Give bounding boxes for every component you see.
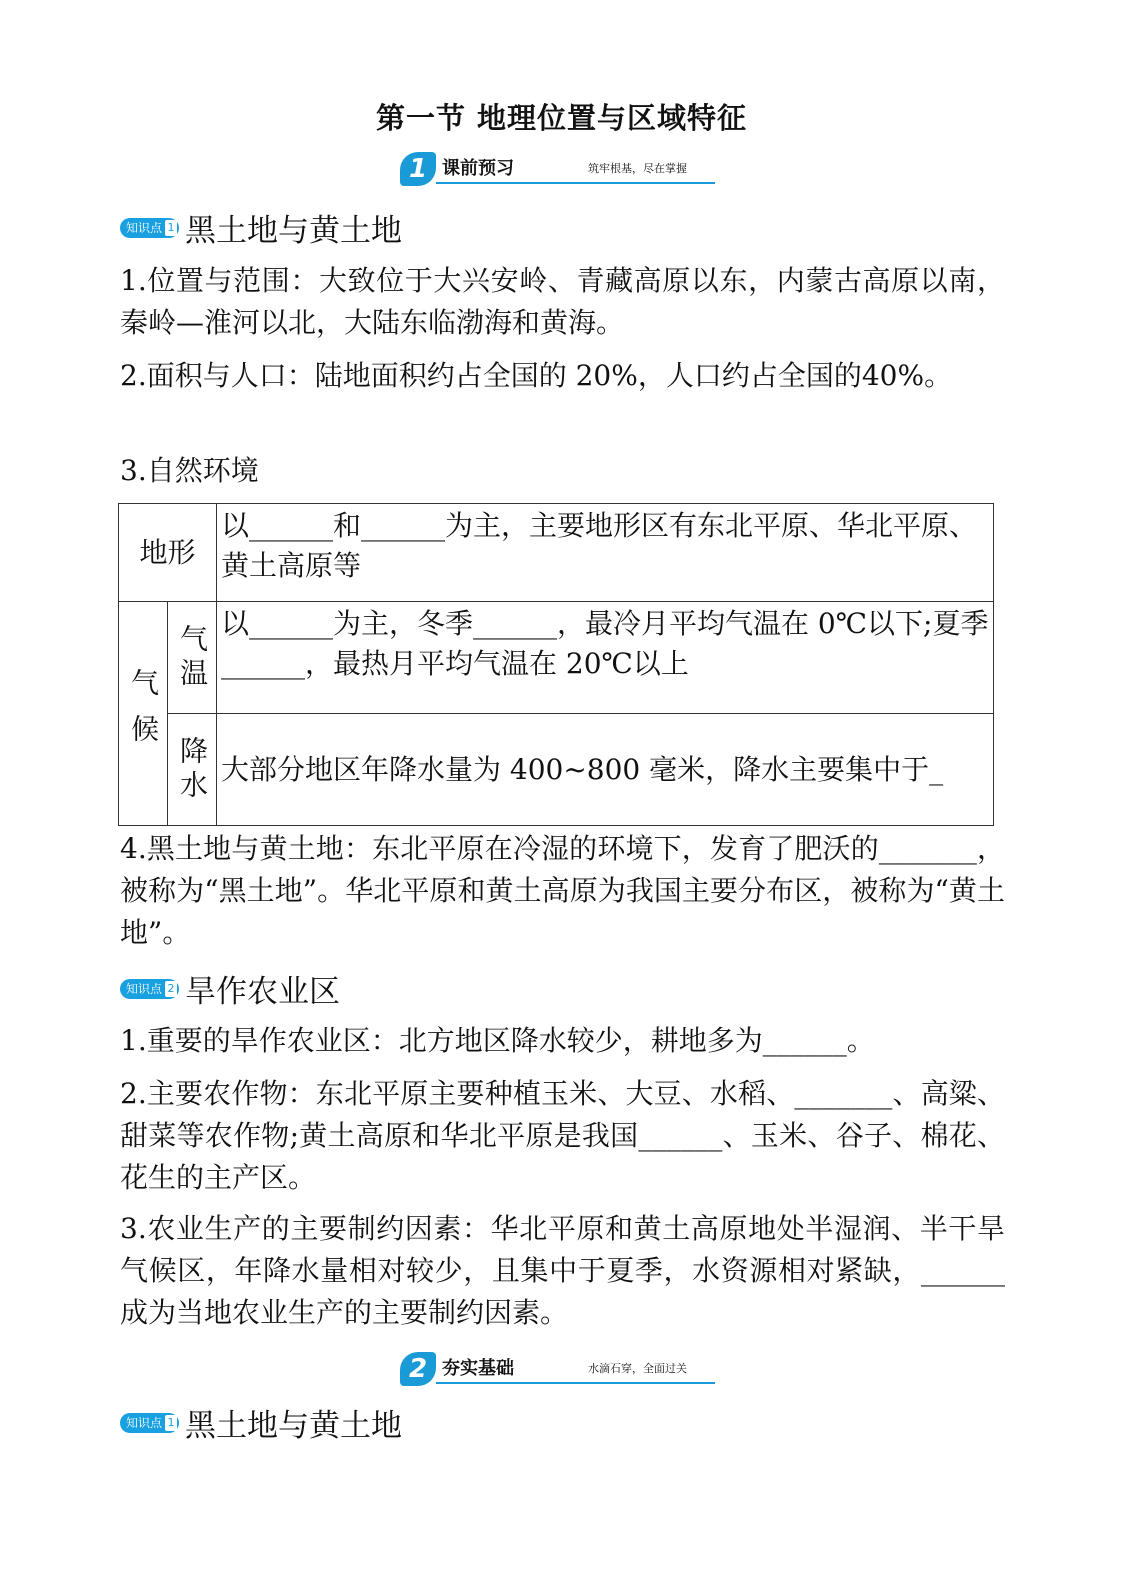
knowledge-point-title: 旱作农业区 [185, 974, 341, 1010]
paragraph-area-population: 2.面积与人口：陆地面积约占全国的 20%，人口约占全国的40%。 [120, 359, 953, 392]
page-title: 第一节 地理位置与区域特征 [375, 101, 748, 135]
precipitation-cell: 大部分地区年降水量为 400~800 毫米，降水主要集中于_ [217, 714, 994, 826]
precipitation-label: 降水 [168, 714, 217, 826]
knowledge-point-title: 黑土地与黄土地 [185, 213, 403, 249]
knowledge-point-badge: 知识点 1 [120, 218, 179, 238]
temperature-label: 气温 [168, 602, 217, 714]
banner-slogan: 水滴石穿，全面过关 [588, 1362, 687, 1375]
knowledge-point-title: 黑土地与黄土地 [185, 1408, 403, 1444]
environment-table [118, 503, 994, 826]
banner-title: 夯实基础 [442, 1358, 514, 1379]
section-banner-foundation [400, 1352, 715, 1394]
knowledge-point-badge: 知识点 2 [120, 979, 179, 999]
climate-label: 气候 [119, 602, 168, 826]
knowledge-point-heading [120, 1400, 402, 1445]
paragraph-environment-heading: 3.自然环境 [120, 454, 259, 487]
knowledge-point-heading [120, 966, 340, 1011]
paragraph-main-crops: 2.主要农作物：东北平原主要种植玉米、大豆、水稻、_______、高粱、甜菜等农作物;黄土高原和华北平原是我国______、玉米、谷子、棉花、花生的主产区。 [120, 1077, 1005, 1194]
knowledge-point-heading [120, 205, 402, 250]
paragraph-constraints: 3.农业生产的主要制约因素：华北平原和黄土高原地处半湿润、半干旱气候区，年降水量相对较少，且集中于夏季，水资源相对紧缺，______成为当地农业生产的主要制约因素。 [120, 1212, 1005, 1329]
paragraph-black-yellow-earth: 4.黑土地与黄土地：东北平原在冷湿的环境下，发育了肥沃的_______，被称为“黑土地”。华北平原和黄土高原为我国主要分布区，被称为“黄土地”。 [120, 832, 1005, 949]
banner-number: 2 [400, 1352, 436, 1386]
paragraph-location: 1.位置与范围：大致位于大兴安岭、青藏高原以东，内蒙古高原以南，秦岭—淮河以北，大陆东临渤海和黄海。 [120, 264, 1005, 339]
banner-line [436, 182, 715, 184]
temperature-cell: 以______为主，冬季______，最冷月平均气温在 0℃以下;夏季______，最热月平均气温在 20℃以上 [217, 602, 994, 714]
banner-number: 1 [400, 152, 436, 186]
knowledge-point-badge: 知识点 1 [120, 1413, 179, 1433]
paragraph-dry-farming: 1.重要的旱作农业区：北方地区降水较少，耕地多为______。 [120, 1024, 875, 1057]
banner-line [436, 1382, 715, 1384]
section-banner-preview [400, 152, 715, 194]
banner-title: 课前预习 [442, 158, 514, 179]
banner-slogan: 筑牢根基，尽在掌握 [588, 162, 687, 175]
terrain-cell: 以______和______为主，主要地形区有东北平原、华北平原、黄土高原等 [217, 504, 994, 602]
terrain-label: 地形 [119, 504, 217, 602]
